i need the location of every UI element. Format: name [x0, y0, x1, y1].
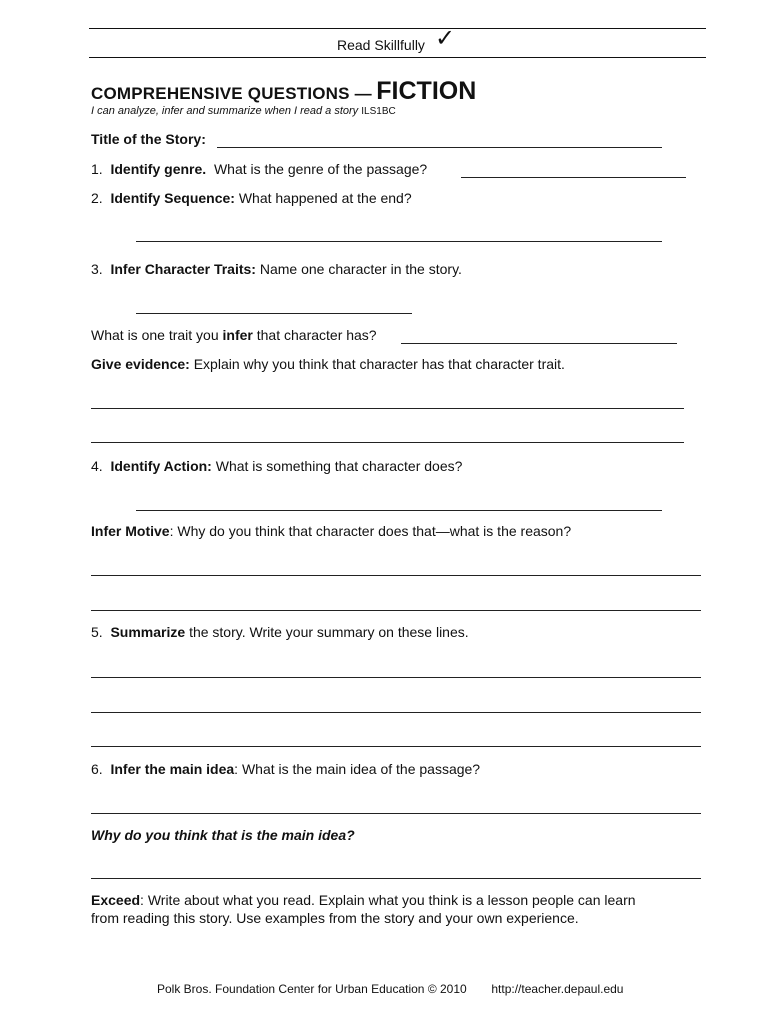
motive-question: Infer Motive: Why do you think that character does that—what is the reason? — [91, 523, 572, 539]
title-main: COMPREHENSIVE QUESTIONS — — [91, 84, 372, 103]
trait-blank[interactable] — [401, 343, 677, 344]
title-fiction: FICTION — [376, 77, 477, 105]
evidence-question: Give evidence: Explain why you think that character has that character trait. — [91, 356, 565, 372]
question-1: 1. Identify genre. What is the genre of the passage? — [91, 161, 428, 177]
standard-code: ILS1BC — [361, 106, 396, 117]
question-5: 5. Summarize the story. Write your summary on these lines. — [91, 624, 469, 640]
header-top-rule — [89, 28, 706, 29]
learning-objective — [91, 105, 396, 117]
why-main-idea-question: Why do you think that is the main idea? — [91, 827, 355, 843]
evidence-blank-2[interactable] — [91, 442, 684, 443]
motive-blank-1[interactable] — [91, 575, 701, 576]
question-2: 2. Identify Sequence: What happened at the end? — [91, 190, 412, 206]
exceed-line-1: Exceed: Write about what you read. Explain what you think is a lesson people can learn — [91, 892, 636, 908]
header-bottom-rule — [89, 57, 706, 58]
subtitle-text: I can analyze, infer and summarize when I read a story — [91, 105, 359, 117]
genre-blank[interactable] — [461, 177, 686, 178]
action-blank[interactable] — [136, 510, 662, 511]
trait-question: What is one trait you infer that character has? — [91, 327, 377, 343]
footer — [157, 982, 623, 996]
question-4: 4. Identify Action: What is something that character does? — [91, 458, 463, 474]
character-blank[interactable] — [136, 313, 412, 314]
main-idea-blank[interactable] — [91, 813, 701, 814]
ending-blank[interactable] — [136, 241, 662, 242]
summary-blank-1[interactable] — [91, 677, 701, 678]
evidence-blank-1[interactable] — [91, 408, 684, 409]
why-main-idea-blank[interactable] — [91, 878, 701, 879]
story-title-blank[interactable] — [217, 147, 662, 148]
summary-blank-2[interactable] — [91, 712, 701, 713]
question-3: 3. Infer Character Traits: Name one character in the story. — [91, 261, 462, 277]
exceed-line-2: from reading this story. Use examples from the story and your own experience. — [91, 910, 579, 926]
story-title-label: Title of the Story: — [91, 131, 206, 147]
footer-url: http://teacher.depaul.edu — [491, 982, 624, 996]
summary-blank-3[interactable] — [91, 746, 701, 747]
question-6: 6. Infer the main idea: What is the main idea of the passage? — [91, 761, 481, 777]
page-title — [91, 77, 476, 106]
checkmark-icon: ✓ — [435, 25, 456, 52]
motive-blank-2[interactable] — [91, 610, 701, 611]
footer-credit: Polk Bros. Foundation Center for Urban Education © 2010 — [157, 982, 467, 996]
header-label: Read Skillfully — [337, 37, 425, 53]
